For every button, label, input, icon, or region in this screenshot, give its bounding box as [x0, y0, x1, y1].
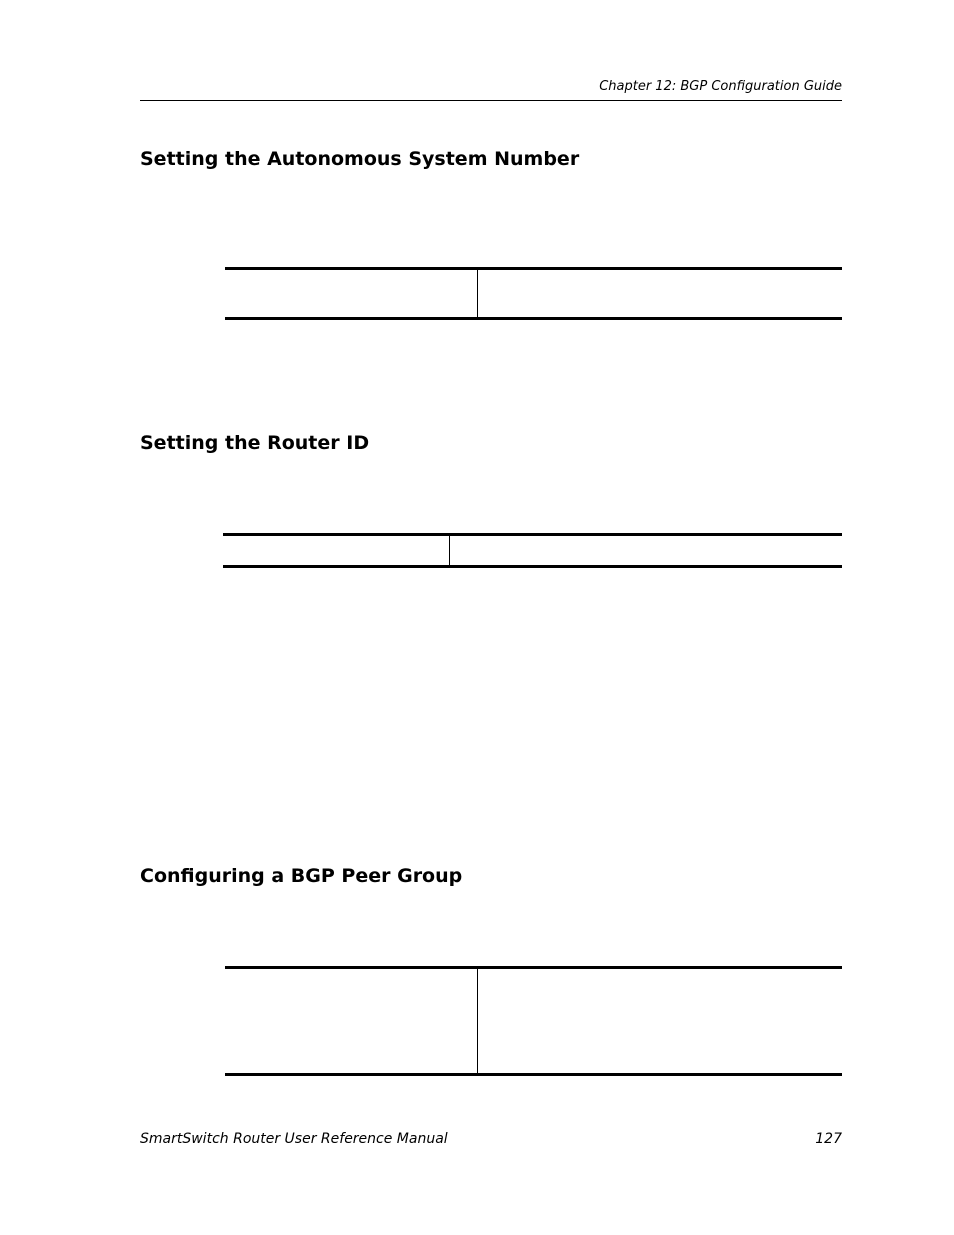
command-table-peer-group	[225, 966, 842, 1076]
running-header: Chapter 12: BGP Configuration Guide	[599, 79, 842, 94]
footer-page-number: 127	[815, 1131, 842, 1147]
header-rule	[140, 100, 842, 101]
footer-manual-title: SmartSwitch Router User Reference Manual	[140, 1131, 448, 1147]
table-cell-task	[225, 270, 478, 317]
table-cell-command	[450, 536, 842, 565]
table-cell-command	[478, 270, 842, 317]
section-heading-autonomous-system-number: Setting the Autonomous System Number	[140, 148, 580, 170]
table-cell-task	[225, 969, 478, 1073]
section-heading-router-id: Setting the Router ID	[140, 432, 370, 454]
command-table-as-number	[225, 267, 842, 320]
table-cell-task	[223, 536, 450, 565]
table-cell-command	[478, 969, 842, 1073]
section-heading-bgp-peer-group: Configuring a BGP Peer Group	[140, 865, 463, 887]
command-table-router-id	[223, 533, 842, 568]
